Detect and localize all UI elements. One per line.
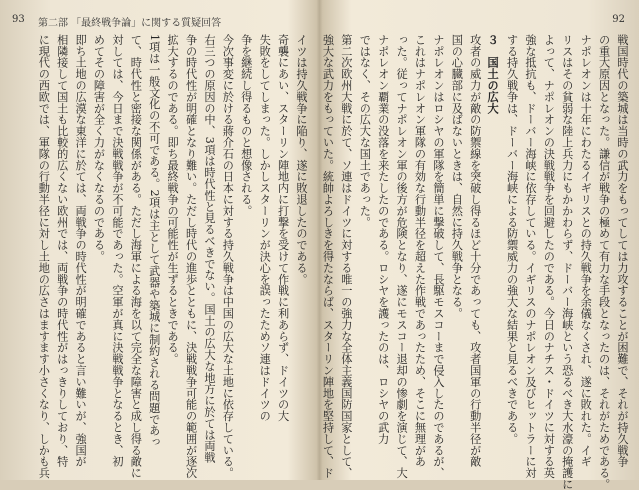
text-line: て、時代性と密接な関係がある。ただし海軍による海を以て完全な障害と成し得る敵に (129, 34, 143, 479)
text-line: イツは持久戦争に陥り、遂に敗退したのである。 (295, 34, 308, 285)
text-line: 1項は一般文化の不可である。2項は主として武器や築城に制約される問題であっ (147, 34, 161, 448)
text-line: 拡大するのである。即ち最終戦争の可能性が生ずるときである。 (166, 34, 180, 365)
text-line: ナポレオン覇業の没落を来たしたのである。ロシヤを護ったのは、ロシヤの武力 (376, 34, 390, 445)
text-line: 強大な武力をもっていた。統帥よろしきを得たならば、スターリン陣地を堅持して、ド (321, 34, 335, 479)
running-title: 第二部 「最終戦争論」に関する質疑回答 (38, 18, 222, 29)
text-line: リスはその貧弱な陸上兵力にもかかわらず、ドーバー海峡という恐るべき大水濠の掩護に (560, 34, 574, 490)
page-number: 92 (612, 14, 625, 25)
text-line: 第二次欧州大戦に於て、ソ連はドイツに対する唯一の強力な全体主義国防国家として、 (339, 34, 353, 479)
text-line: 奇襲にあい、スターリン陣地内に打撃を受けて作戦に利あらず、ドイツの大 (276, 34, 290, 422)
section-heading: ３ 国土の広大 (486, 34, 501, 114)
text-line: ではなく、その広大な国土であった。 (358, 34, 372, 228)
text-line: めてその障害が全く力がなくなるのである。 (92, 34, 106, 262)
text-line: 即ち土地の広漠な東洋に於ては、両戦争の時代性が明確であると言い難いが、強国が (74, 34, 88, 468)
text-line: 攻者の威力が敵の防禦線を突破し得るほど十分であっても、攻者国軍の行動半径が敵 (468, 34, 482, 468)
text-line: った。従ってナポレオン軍の後方が危険となり、遂にモスコー退却の惨劇を演じて、大 (395, 34, 409, 479)
text-line: 国の心臓部に及ばないときは、自然に持久戦争となる。 (450, 34, 464, 319)
text-line: の重大原因となった。謙信が戦争の極めて有力な手段となったのは、それがためである。 (597, 34, 611, 490)
text-line: 右三つの原因の中、3項は時代性と見るべきでない。国土の広大な地方に於ては両戦 (202, 34, 216, 464)
text-line: ナポレオンはロシヤの軍隊を簡単に撃破して、長駆モスコーまで侵入したのであるが、 (431, 34, 445, 479)
text-line: 失敗をしてしまった。しかしスターリンが決心を誤ったためソ連はドイツの (258, 34, 272, 422)
text-line: これはナポレオン軍隊の有効な行動半径を超えた作戦であったため、そこに無理があ (413, 34, 427, 468)
text-line: 相隣接して国土も比較的広くない欧州では、両戦争の時代性がはっきりしており、特 (55, 34, 69, 468)
text-line: 争の時代性が明確となり難い。ただし時代の進歩とともに、決戦戦争可能の範囲が逐次 (184, 34, 198, 479)
text-line: に現代の西欧では、軍隊の行動半径に対し土地の広さはますます小さくなり、しかも兵 (37, 34, 51, 479)
left-page (0, 0, 318, 480)
text-line: よって、ナポレオンの決戦戦争を回避したのである。今日のナチス・ドイツに対する英 (542, 34, 556, 479)
text-line: 今次事変に於ける蔣介石の日本に対する持久戦争は中国の広大な土地に依存している。 (221, 34, 235, 479)
page-body (10, 34, 310, 479)
text-line: 戦国時代の築城は当時の武力をもってしては力攻することが困難で、それが持久戦争 (616, 34, 629, 468)
page-body (321, 34, 631, 490)
text-line: 争を継続し得るものと想像される。 (239, 34, 253, 217)
right-page (321, 0, 639, 490)
text-line: 対しては、今日まで決戦戦争が不可能であった。空軍が真に決戦戦争となるとき、初 (110, 34, 124, 468)
text-line: ナポレオンは十年にわたるイギリスとの持久戦争を余儀なくされ、遂に敗れた。イギ (579, 34, 593, 468)
text-line: する持久戦争は、ドーバー海峡による防禦威力の強大な結果と見るべきである。 (505, 34, 519, 445)
page-number: 93 (12, 14, 25, 25)
text-line: 強な抵抗も、ドーバー海峡に依存している。イギリスのナポレオン及びヒットラーに対 (523, 34, 537, 479)
